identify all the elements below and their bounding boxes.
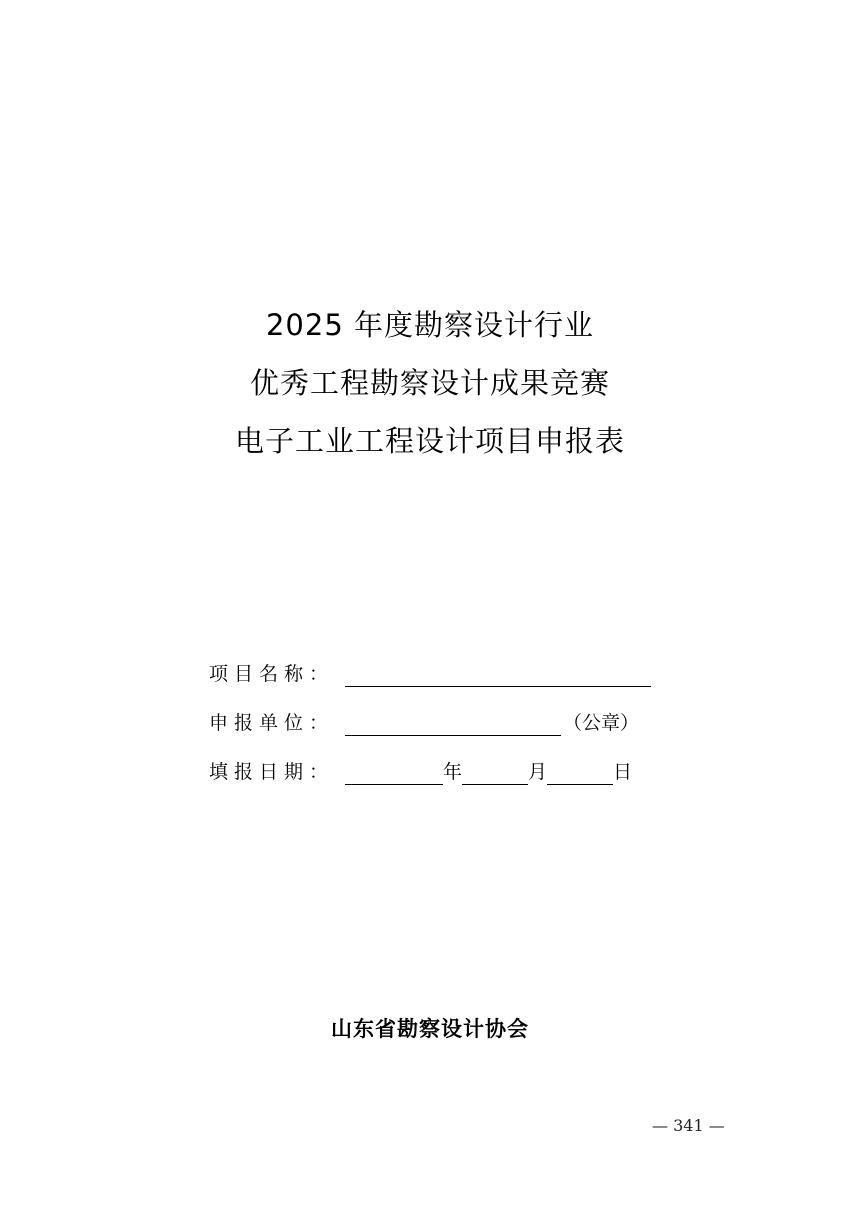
title-line-2: 优秀工程勘察设计成果竞赛 — [249, 366, 610, 400]
organization-name: 山东省勘察设计协会 — [331, 1017, 529, 1041]
applicant-label: 申报单位： — [209, 712, 335, 734]
project-name-row — [209, 640, 679, 689]
day-blank[interactable] — [547, 758, 613, 785]
year-unit: 年 — [443, 761, 463, 783]
year-blank[interactable] — [345, 758, 443, 785]
day-unit: 日 — [613, 761, 633, 783]
page-number: — 341 — — [652, 1116, 725, 1135]
month-blank[interactable] — [462, 758, 528, 785]
date-row — [209, 738, 679, 787]
date-label: 填报日期： — [209, 761, 335, 783]
title-line-3: 电子工业工程设计项目申报表 — [234, 424, 625, 458]
applicant-blank[interactable] — [345, 709, 561, 736]
form-fields — [209, 640, 679, 787]
title-line-1: 2025 年度勘察设计行业 — [265, 308, 595, 342]
project-name-label: 项目名称： — [209, 663, 335, 685]
project-name-blank[interactable] — [345, 660, 651, 687]
applicant-row — [209, 689, 679, 738]
seal-note: （公章） — [563, 712, 640, 734]
document-title — [0, 296, 860, 470]
month-unit: 月 — [528, 761, 548, 783]
